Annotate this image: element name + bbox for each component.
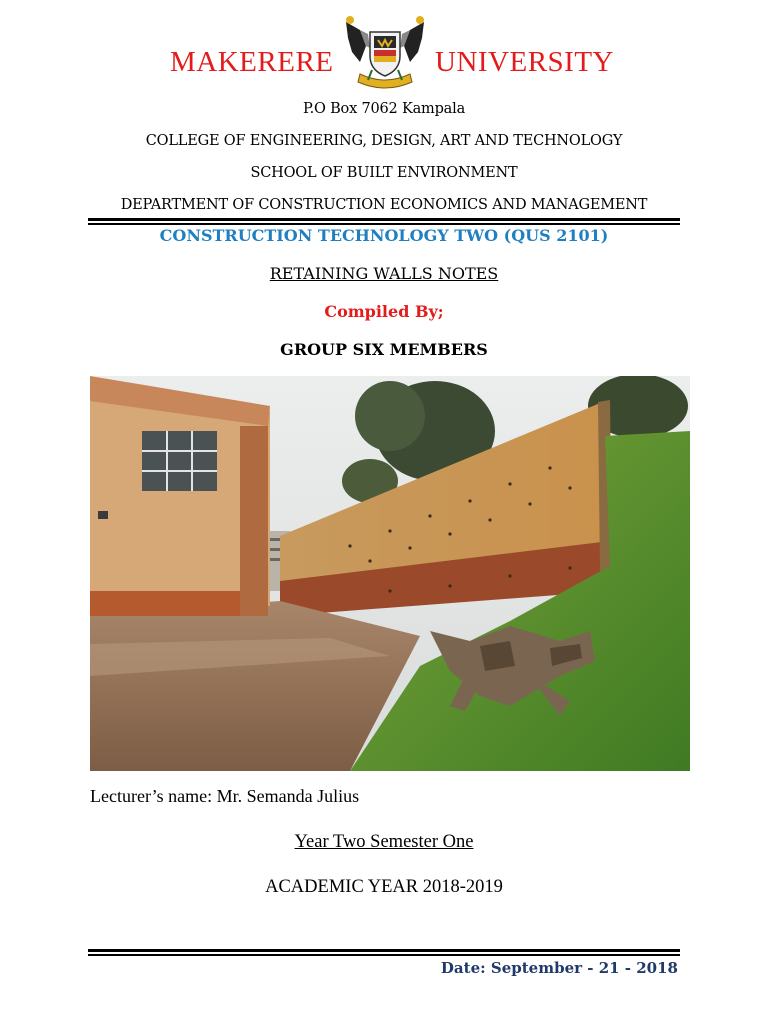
department-name: DEPARTMENT OF CONSTRUCTION ECONOMICS AND MANAGEMENT: [120, 197, 648, 213]
footer-divider: [88, 949, 680, 956]
university-name-left: MAKERERE: [170, 46, 334, 78]
document-date: Date: September - 21 - 2018: [440, 959, 678, 977]
retaining-wall-photo: [90, 376, 690, 771]
lecturer-name: Lecturer’s name: Mr. Semanda Julius: [90, 786, 360, 806]
course-title: CONSTRUCTION TECHNOLOGY TWO (QUS 2101): [159, 226, 609, 245]
university-name-right: UNIVERSITY: [435, 46, 614, 78]
notes-title: RETAINING WALLS NOTES: [269, 264, 499, 283]
group-name: GROUP SIX MEMBERS: [280, 340, 488, 359]
school-name: SCHOOL OF BUILT ENVIRONMENT: [250, 165, 518, 181]
college-name: COLLEGE OF ENGINEERING, DESIGN, ART AND TECHNOLOGY: [145, 133, 623, 149]
university-crest-icon: [338, 12, 432, 92]
postal-address: P.O Box 7062 Kampala: [302, 101, 466, 117]
compiled-by-label: Compiled By;: [324, 302, 444, 321]
header-divider: [88, 218, 680, 225]
academic-year: ACADEMIC YEAR 2018-2019: [265, 877, 503, 897]
semester-label: Year Two Semester One: [294, 832, 474, 852]
